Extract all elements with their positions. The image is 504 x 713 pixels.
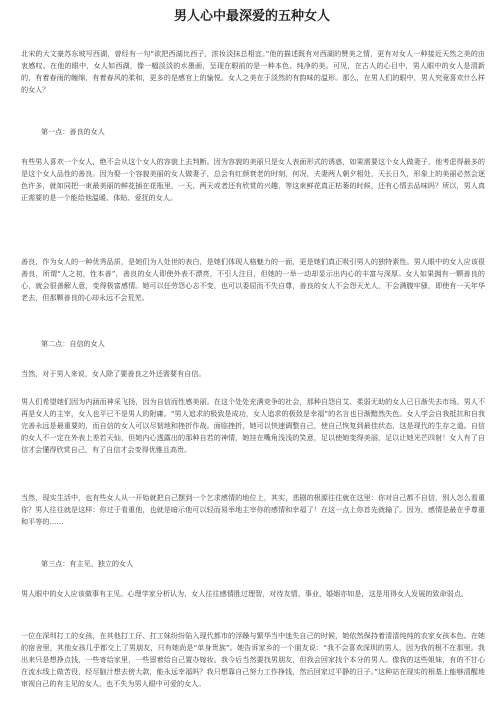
section-2-paragraph-1: 当然，对于男人来说，女人除了要善良之外还需要有自信。 (21, 369, 206, 378)
section-1-paragraph-2: 善良，作为女人的一种优秀品质，是她们为人处世的表白，是她们体现人格魅力的一面，更是她们真正吸引男人的独特素性。男人眼中的女人应该很善良，所谓“人之初，性本善”，善良的女人即使外表不漂亮，不引人注目，但她的一举一动却显示出内心的丰富与深厚。女人如果拥有一颗善良的心，就会很善解人意，变得极富感情。她可以任劳怨心志不变，也可以委屈而不失自尊，善良的女人不会怨天尤人，不会满腹牢骚，即使有一天年华老去，但那颗善良的心却永远不会荒芜。 (21, 257, 485, 302)
section-2-paragraph-3: 当然，现实生活中，也有些女人从一开始就把自己摆到一个乞求感情的地位上，其实，悲剧的根源往往就在这里：你对自己都不自信，别人怎么看重你？男人往往就是这样：你过于看重他，也就是暗示他可以轻而易举地主宰你的感情和幸福了！在这一点上你首先就输了。因为，感情是最在乎尊重和平等的…… (21, 493, 485, 526)
section-3-paragraph-1: 男人眼中的女人应该做事有主见。心理学家分析认为，女人往往感情胜过理智，对待友情、事业、婚姻亦如是，这是用得女人发展的致命弱点。 (21, 589, 468, 598)
article-title: 男人心中最深爱的五种女人 (173, 9, 330, 24)
section-3-paragraph-2: 一位在深圳打工的女孩，在其他打工仔、打工妹纷纷陷入现代都市的浮躁与繁华当中迷失自己的时候，她依然保持着清清纯纯的农家女孩本色。在她的宿舍里，其他女孩几乎都交上了男朋友，只有她尚是“单身贵族”。她告诉家乡的一个朋友说：“我不会喜欢深圳的男人，因为我的根不在那里。我出来只是想挣点钱，一些寄给家里，一些留着给自己置办嫁妆。我今后当然要找男朋友，但我会回家找个本分的男人。像我的这些姐妹，有的不甘心在流水线上做苦役，经尽脑汁想去傍大款，能永远幸福吗？我只想靠自己努力工作挣钱，然后回家过平静的日子。”这种站在现实的根基上能够清醒地审视自己的有主见的女人，也不失为男人眼中可爱的女人。 (21, 631, 485, 688)
section-2-paragraph-2: 男人们希望她们因为内涵而神采飞扬，因为自信而性感美丽。在这个处处充满竞争的社会，那种自怨自艾、柔弱无助的女人已日渐失去市场。男人不再是女人的主宰，女人也平已不是男人的附庸。“男人追求的极致是成功，女人追求的极致是幸福”的名言也日渐黯然失色。女人学会自我抵抗和自我完善永远是最重要的，而自信的女人可以尽韧地和挫折作战。面临挫折，她可以快速调整自己，使自己恢复到最佳状态，这是现代的生存之道。自信的女人不一定在外表上差若天仙，但她内心透露出的那种自若的神情，她挂在嘴角浅浅的笑意，足以使她变得美丽，足以让她光芒四射！女人有了自信才会懂得欣赏自己，有了自信才会变得优雅且高贵。 (21, 397, 485, 454)
section-heading-1: 第一点：善良的女人 (41, 127, 105, 136)
section-1-paragraph-1: 有些男人喜欢一个女人，绝不会从这个女人的容貌上去判断。因为容貌的美丽只是女人表面形式的诱惑，如果需要这个女人做妻子，他考虑得最多的是这个女人品性的善良。因为娶一个容貌美丽的女人做妻子，总会有红颜衰老的时刻，何况，夫妻两人朝夕相处，天长日久，形象上的美丽必然会逐色许多，就如同把一束最美丽的鲜花插在花瓶里，一天、两天或者还有欣赏的兴趣，等这束鲜花真正枯萎的时候，还有心情去品味吗？所以，男人真正需要的是一个能给他温暖、体贴、爱抚的女人。 (21, 157, 485, 202)
section-heading-2: 第二点：自信的女人 (41, 339, 105, 348)
intro-paragraph: 北宋的大文豪苏东坡写西湖，曾经有一句“欲把西湖比西子，浓妆淡抹总相宜。”他的描述既有对西湖的赞美之情，更有对女人一种接近天然之美的由衷感叹。在他的眼中，女人如西湖，像一幅淡淡的水墨画，呈现在眼前的是一种本色、纯净的美。可见，在古人的心目中，男人眼中的女人是清新的，有着春雨的缠绵，有着春风的柔和，更多的是感官上的愉悦。女人之美在于淡然的有韵味的温形。那么，在男人们的眼中，男人究竟喜欢什么样的女人？ (21, 49, 485, 94)
section-heading-3: 第三点：有主见、独立的女人 (41, 559, 134, 568)
